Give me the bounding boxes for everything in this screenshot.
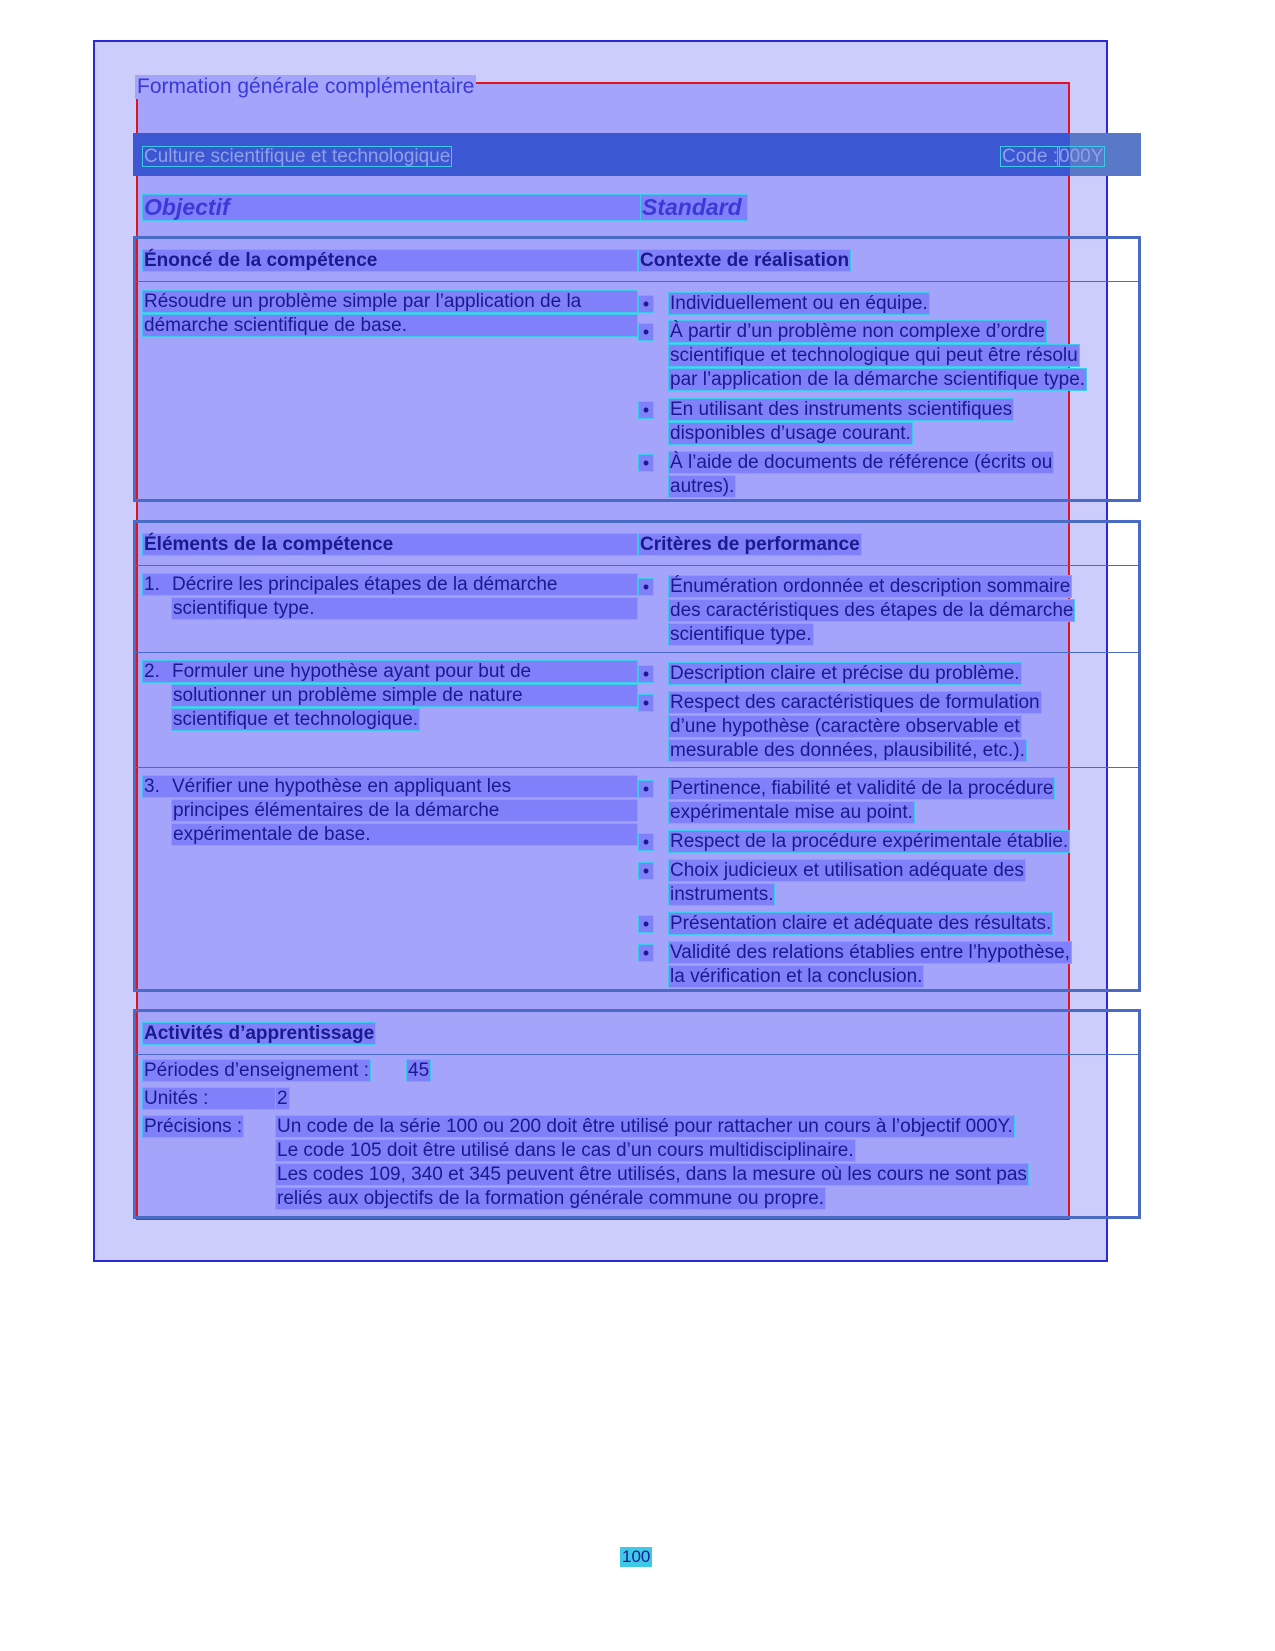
activities-heading: Activités d’apprentissage [144,1023,375,1044]
bullet-icon: • [638,944,654,962]
enonce-line: Résoudre un problème simple par l’application de la [142,290,638,313]
element-text: solutionner un problème simple de nature [171,684,638,707]
critere-line: Description claire et précise du problème. [670,663,1020,684]
bullet-icon: • [638,323,654,341]
critere-line: instruments. [670,884,774,905]
bullet-icon: • [638,780,654,798]
bullet-icon: • [638,454,654,472]
element-text: 3. Vérifier une hypothèse en appliquant les [142,775,638,798]
periodes-label: Périodes d’enseignement : [144,1060,369,1081]
contexte-line: disponibles d’usage courant. [670,423,911,444]
bullet-icon: • [638,295,654,313]
bullet-icon: • [638,694,654,712]
critere-line: Choix judicieux et utilisation adéquate des [670,860,1024,881]
precisions-line: Les codes 109, 340 et 345 peuvent être utilisés, dans la mesure où les cours ne sont pas [277,1164,1027,1185]
critere-line: Respect des caractéristiques de formulation [670,692,1040,713]
element-text: expérimentale de base. [171,823,638,846]
contexte-line: Individuellement ou en équipe. [670,293,928,314]
course-title: Culture scientifique et technologique [144,146,451,167]
critere-line: d’une hypothèse (caractère observable et [670,716,1020,737]
element-text: principes élémentaires de la démarche [171,799,638,822]
precisions-line: reliés aux objectifs de la formation générale commune ou propre. [277,1188,825,1209]
contexte-line: À l’aide de documents de référence (écrits ou [670,452,1053,473]
critere-line: Énumération ordonnée et description sommaire [670,576,1071,597]
critere-line: Validité des relations établies entre l’hypothèse, [670,942,1070,963]
bullet-icon: • [638,401,654,419]
unites-value: 2 [277,1088,288,1109]
bullet-icon: • [638,833,654,851]
contexte-line: scientifique et technologique qui peut être résolu [670,345,1078,366]
enonce-line: démarche scientifique de base. [142,314,638,337]
bullet-icon: • [638,665,654,683]
critere-line: des caractéristiques des étapes de la démarche [670,600,1074,621]
contexte-line: À partir d’un problème non complexe d’ordre [670,321,1045,342]
contexte-line: En utilisant des instruments scientifiques [670,399,1013,420]
contexte-heading: Contexte de réalisation [640,250,850,271]
elements-heading: Éléments de la compétence [142,533,638,556]
page-number: 100 [622,1547,651,1566]
critere-line: Pertinence, fiabilité et validité de la procédure [670,778,1054,799]
section-title: Formation générale complémentaire [137,75,475,98]
element-text: 2. Formuler une hypothèse ayant pour but de [142,660,638,683]
element-text: 1. Décrire les principales étapes de la démarche [142,573,638,596]
bullet-icon: • [638,578,654,596]
criteres-heading: Critères de performance [640,534,860,555]
bullet-icon: • [638,915,654,933]
standard-heading: Standard [640,194,748,221]
unites-label: Unités : [142,1087,282,1110]
code-label: Code : [1002,146,1058,167]
precisions-line: Le code 105 doit être utilisé dans le cas d’un cours multidisciplinaire. [277,1140,854,1161]
objectif-heading: Objectif [142,194,642,221]
code-value: 000Y [1059,146,1104,167]
contexte-line: autres). [670,476,735,497]
enonce-heading: Énoncé de la compétence [142,249,638,272]
bullet-icon: • [638,862,654,880]
critere-line: la vérification et la conclusion. [670,966,923,987]
periodes-value: 45 [408,1060,430,1081]
critere-line: Respect de la procédure expérimentale établie. [670,831,1069,852]
element-text: scientifique et technologique. [173,709,419,730]
critere-line: mesurable des données, plausibilité, etc.). [670,740,1025,761]
critere-line: expérimentale mise au point. [670,802,913,823]
critere-line: scientifique type. [670,624,812,645]
element-text: scientifique type. [171,597,638,620]
contexte-line: par l’application de la démarche scientifique type. [670,369,1086,390]
critere-line: Présentation claire et adéquate des résultats. [670,913,1052,934]
precisions-line: Un code de la série 100 ou 200 doit être utilisé pour rattacher un cours à l’objectif 000Y. [277,1116,1013,1137]
precisions-label: Précisions : [144,1116,243,1137]
